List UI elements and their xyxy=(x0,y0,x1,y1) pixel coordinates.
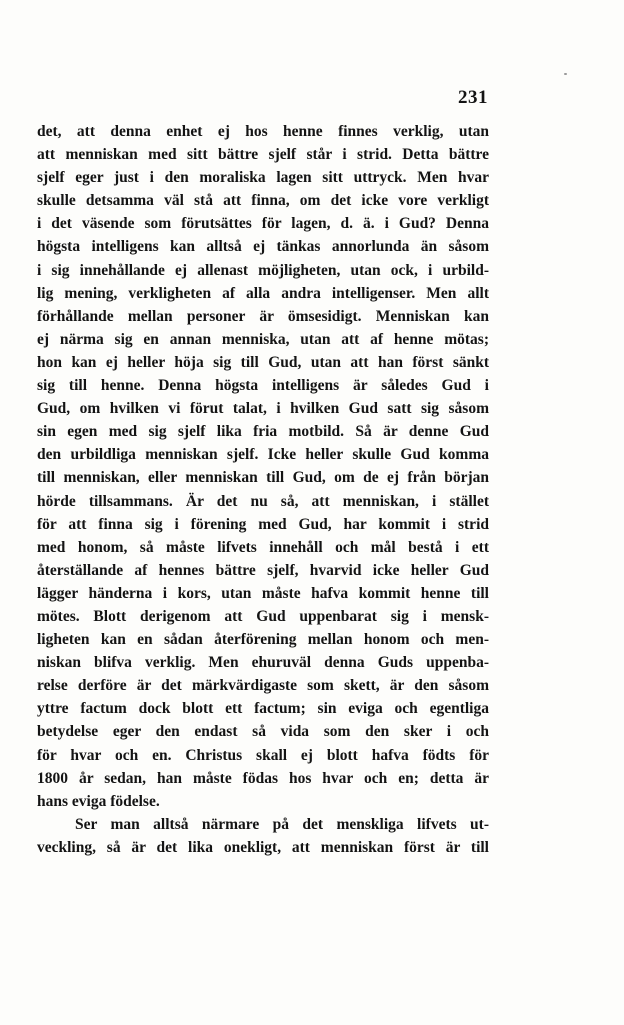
text-line: lägger händerna i kors, utan måste hafva kommit henne till xyxy=(37,584,489,602)
text-line: sin egen med sig sjelf lika fria motbild. Så är denne Gud xyxy=(37,423,489,441)
text-line: Gud, om hvilken vi förut talat, i hvilken Gud satt sig såsom xyxy=(37,400,489,418)
text-line: högsta intelligens kan alltså ej tänkas annorlunda än såsom xyxy=(37,238,489,256)
text-line: för hvar och en. Christus skall ej blott hafva födts för xyxy=(37,746,489,764)
text-line: sig till henne. Denna högsta intelligens är således Gud i xyxy=(37,377,489,395)
text-line: hon kan ej heller höja sig till Gud, utan att han först sänkt xyxy=(37,353,489,371)
text-line: i sig innehållande ej allenast möjligheten, utan ock, i urbild- xyxy=(37,261,489,279)
text-line: för att finna sig i förening med Gud, har kommit i strid xyxy=(37,515,489,533)
text-line: skulle detsamma väl stå att finna, om det icke vore verkligt xyxy=(37,192,489,210)
paragraph-end-line: hans eviga födelse. xyxy=(37,792,160,810)
text-line: med honom, så måste lifvets innehåll och mål bestå i ett xyxy=(37,538,489,556)
text-line: 1800 år sedan, han måste födas hos hvar och en; detta är xyxy=(37,769,489,787)
text-line: förhållande mellan personer är ömsesidigt. Menniskan kan xyxy=(37,307,489,325)
text-line: veckling, så är det lika onekligt, att menniskan först är till xyxy=(37,838,489,856)
paragraph-start-line: Ser man alltså närmare på det menskliga lifvets ut- xyxy=(75,815,489,833)
text-line: till menniskan, eller menniskan till Gud, om de ej från början xyxy=(37,469,489,487)
text-line: i det väsende som förutsättes för lagen, d. ä. i Gud? Denna xyxy=(37,215,489,233)
body-text xyxy=(37,120,489,859)
text-line: den urbildliga menniskan sjelf. Icke heller skulle Gud komma xyxy=(37,446,489,464)
text-line: lig mening, verkligheten af alla andra intelligenser. Men allt xyxy=(37,284,489,302)
page-speck xyxy=(564,73,567,75)
text-line: niskan blifva verklig. Men ehuruväl denna Guds uppenba- xyxy=(37,654,489,672)
text-line: det, att denna enhet ej hos henne finnes verklig, utan xyxy=(37,123,489,140)
text-line: ej närma sig en annan menniska, utan att af henne mötas; xyxy=(37,330,489,348)
text-line: mötes. Blott derigenom att Gud uppenbarat sig i mensk- xyxy=(37,607,489,625)
text-line: återställande af hennes bättre sjelf, hvarvid icke heller Gud xyxy=(37,561,489,579)
text-line: relse derföre är det märkvärdigaste som skett, är den såsom xyxy=(37,677,489,695)
text-line: att menniskan med sitt bättre sjelf står i strid. Detta bättre xyxy=(37,146,489,164)
text-line: sjelf eger just i den moraliska lagen sitt uttryck. Men hvar xyxy=(37,169,489,187)
text-line: betydelse eger den endast så vida som den sker i och xyxy=(37,723,489,741)
page-number: 231 xyxy=(458,87,488,108)
text-line: hörde tillsammans. Är det nu så, att menniskan, i stället xyxy=(37,492,489,510)
text-line: ligheten kan en sådan återförening mellan honom och men- xyxy=(37,631,489,649)
text-line: yttre factum dock blott ett factum; sin eviga och egentliga xyxy=(37,700,489,718)
